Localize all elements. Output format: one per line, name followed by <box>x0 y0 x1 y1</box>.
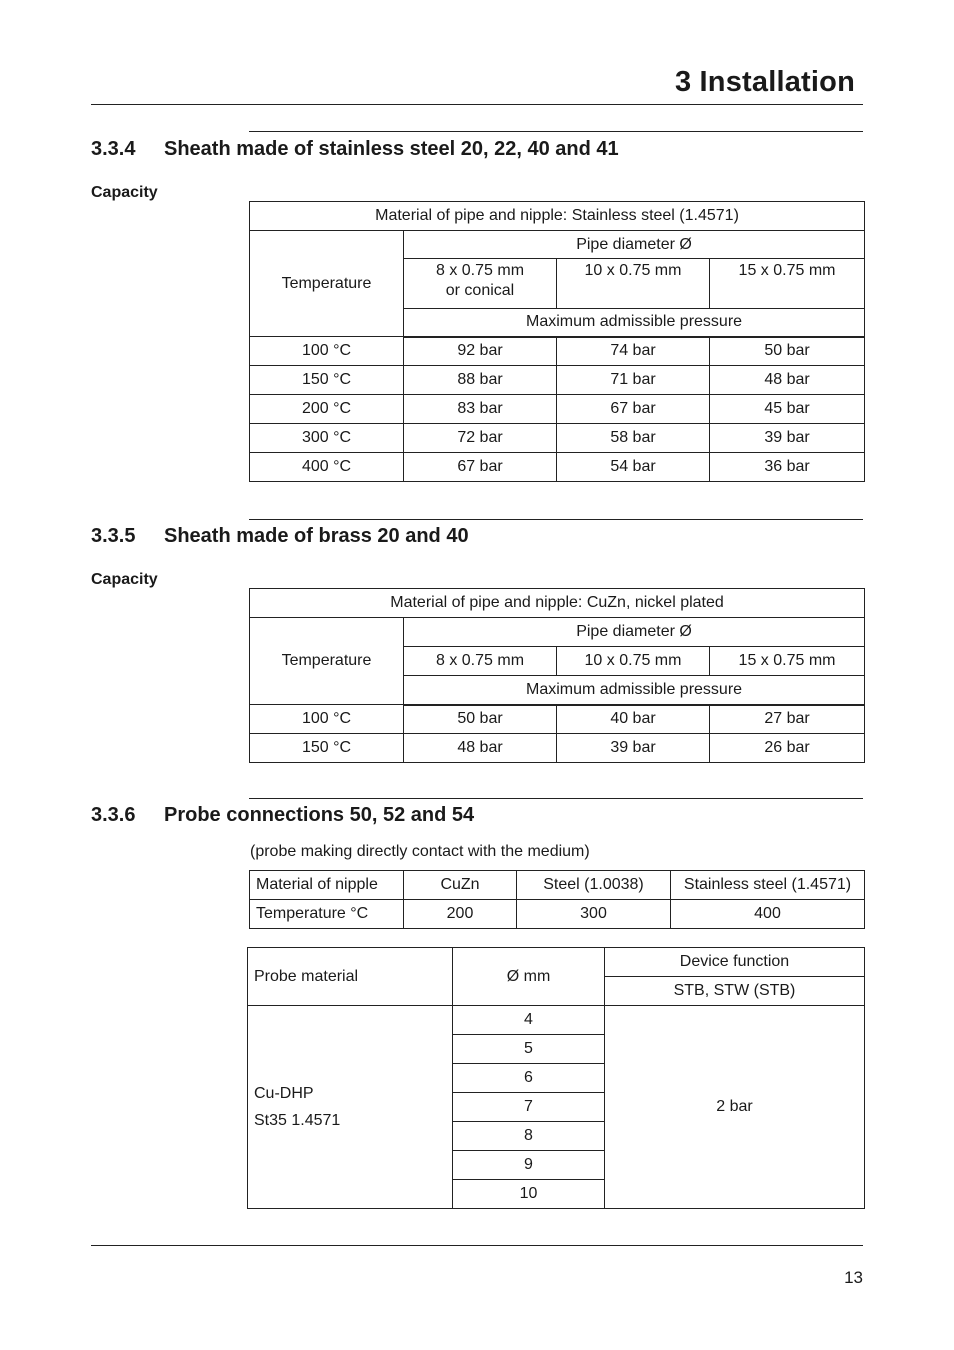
probe-material-cell <box>248 1006 453 1209</box>
pressure-header: Maximum admissible pressure <box>404 676 865 705</box>
table-row <box>250 734 865 763</box>
table-cell: 67 bar <box>557 395 710 424</box>
nipple-table <box>249 870 865 929</box>
footer-rule <box>91 1245 863 1246</box>
table-cell: 150 °C <box>250 734 404 763</box>
table-cell: 45 bar <box>710 395 865 424</box>
table-cell: 39 bar <box>557 734 710 763</box>
table-cell: 200 °C <box>250 395 404 424</box>
pipe-diameter-header: Pipe diameter Ø <box>404 231 865 259</box>
diameter-cell: 5 <box>453 1035 605 1064</box>
table-cell: Stainless steel (1.4571) <box>671 871 865 900</box>
table-cell: 300 <box>517 900 671 929</box>
material-cell: Material of pipe and nipple: Stainless steel (1.4571) <box>250 202 865 231</box>
diameter-header: 8 x 0.75 mm <box>404 647 557 676</box>
table-cell: 48 bar <box>404 734 557 763</box>
table-cell: 27 bar <box>710 705 865 734</box>
table-cell: 58 bar <box>557 424 710 453</box>
table-cell: 100 °C <box>250 337 404 366</box>
table-row <box>250 900 865 929</box>
subheading: Capacity <box>91 184 158 201</box>
temperature-header: Temperature <box>250 231 404 337</box>
probe-table <box>247 947 865 1209</box>
table-cell: 54 bar <box>557 453 710 482</box>
table-cell: 40 bar <box>557 705 710 734</box>
diameter-header: 10 x 0.75 mm <box>557 647 710 676</box>
probe-note: (probe making directly contact with the medium) <box>250 843 590 860</box>
table-cell: 300 °C <box>250 424 404 453</box>
section-number: 3.3.4 <box>91 138 136 160</box>
section-rule <box>249 519 863 520</box>
section-rule <box>249 798 863 799</box>
table-cell: CuZn <box>404 871 517 900</box>
probe-material-header: Probe material <box>248 948 453 1006</box>
table-cell: Steel (1.0038) <box>517 871 671 900</box>
diameter-cell: 4 <box>453 1006 605 1035</box>
table-cell: 150 °C <box>250 366 404 395</box>
device-function-value: STB, STW (STB) <box>605 977 865 1006</box>
diameter-cell: 6 <box>453 1064 605 1093</box>
section-rule <box>249 131 863 132</box>
header-rule <box>91 104 863 105</box>
chapter-title: 3 Installation <box>674 66 855 98</box>
temperature-header: Temperature <box>250 618 404 705</box>
section-title: Probe connections 50, 52 and 54 <box>164 804 475 826</box>
diameter-cell: 9 <box>453 1151 605 1180</box>
pressure-cell: 2 bar <box>605 1006 865 1209</box>
device-function-header: Device function <box>605 948 865 977</box>
pipe-diameter-header: Pipe diameter Ø <box>404 618 865 647</box>
probe-material: Cu-DHP <box>254 1085 314 1102</box>
table-cell: 50 bar <box>710 337 865 366</box>
diameter-note: or conical <box>445 282 515 299</box>
section-title: Sheath made of brass 20 and 40 <box>164 525 469 547</box>
table-row <box>250 424 865 453</box>
table-cell: 72 bar <box>404 424 557 453</box>
table-cell: 67 bar <box>404 453 557 482</box>
section-number: 3.3.6 <box>91 804 136 826</box>
table-row <box>250 366 865 395</box>
table-cell: 48 bar <box>710 366 865 395</box>
table-row <box>250 337 865 366</box>
pressure-header: Maximum admissible pressure <box>404 309 865 337</box>
diameter-cell: 7 <box>453 1093 605 1122</box>
table-cell: 50 bar <box>404 705 557 734</box>
diameter-cell: 8 <box>453 1122 605 1151</box>
subheading: Capacity <box>91 571 158 588</box>
page-number: 13 <box>844 1268 863 1287</box>
diameter-header: Ø mm <box>453 948 605 1006</box>
table-cell: 39 bar <box>710 424 865 453</box>
table-cell: 100 °C <box>250 705 404 734</box>
diameter-header <box>404 259 557 309</box>
diameter-header: 15 x 0.75 mm <box>710 647 865 676</box>
diameter-header: 10 x 0.75 mm <box>557 259 710 309</box>
section-number: 3.3.5 <box>91 525 136 547</box>
table-cell: 83 bar <box>404 395 557 424</box>
capacity-table-stainless <box>249 201 865 482</box>
capacity-table-brass <box>249 588 865 763</box>
diameter-cell: 10 <box>453 1180 605 1209</box>
table-cell: Temperature °C <box>250 900 404 929</box>
table-row <box>250 871 865 900</box>
table-cell: 400 °C <box>250 453 404 482</box>
table-cell: 71 bar <box>557 366 710 395</box>
table-cell: 74 bar <box>557 337 710 366</box>
table-row <box>250 705 865 734</box>
table-cell: 92 bar <box>404 337 557 366</box>
diameter-value: 8 x 0.75 mm <box>435 262 525 279</box>
probe-material: St35 1.4571 <box>254 1112 341 1129</box>
table-cell: Material of nipple <box>250 871 404 900</box>
table-row <box>250 453 865 482</box>
section-title: Sheath made of stainless steel 20, 22, 40 and 41 <box>164 138 619 160</box>
table-cell: 400 <box>671 900 865 929</box>
table-cell: 36 bar <box>710 453 865 482</box>
table-row <box>250 395 865 424</box>
table-cell: 200 <box>404 900 517 929</box>
diameter-header: 15 x 0.75 mm <box>710 259 865 309</box>
material-cell: Material of pipe and nipple: CuZn, nickel plated <box>250 589 865 618</box>
table-cell: 88 bar <box>404 366 557 395</box>
table-cell: 26 bar <box>710 734 865 763</box>
